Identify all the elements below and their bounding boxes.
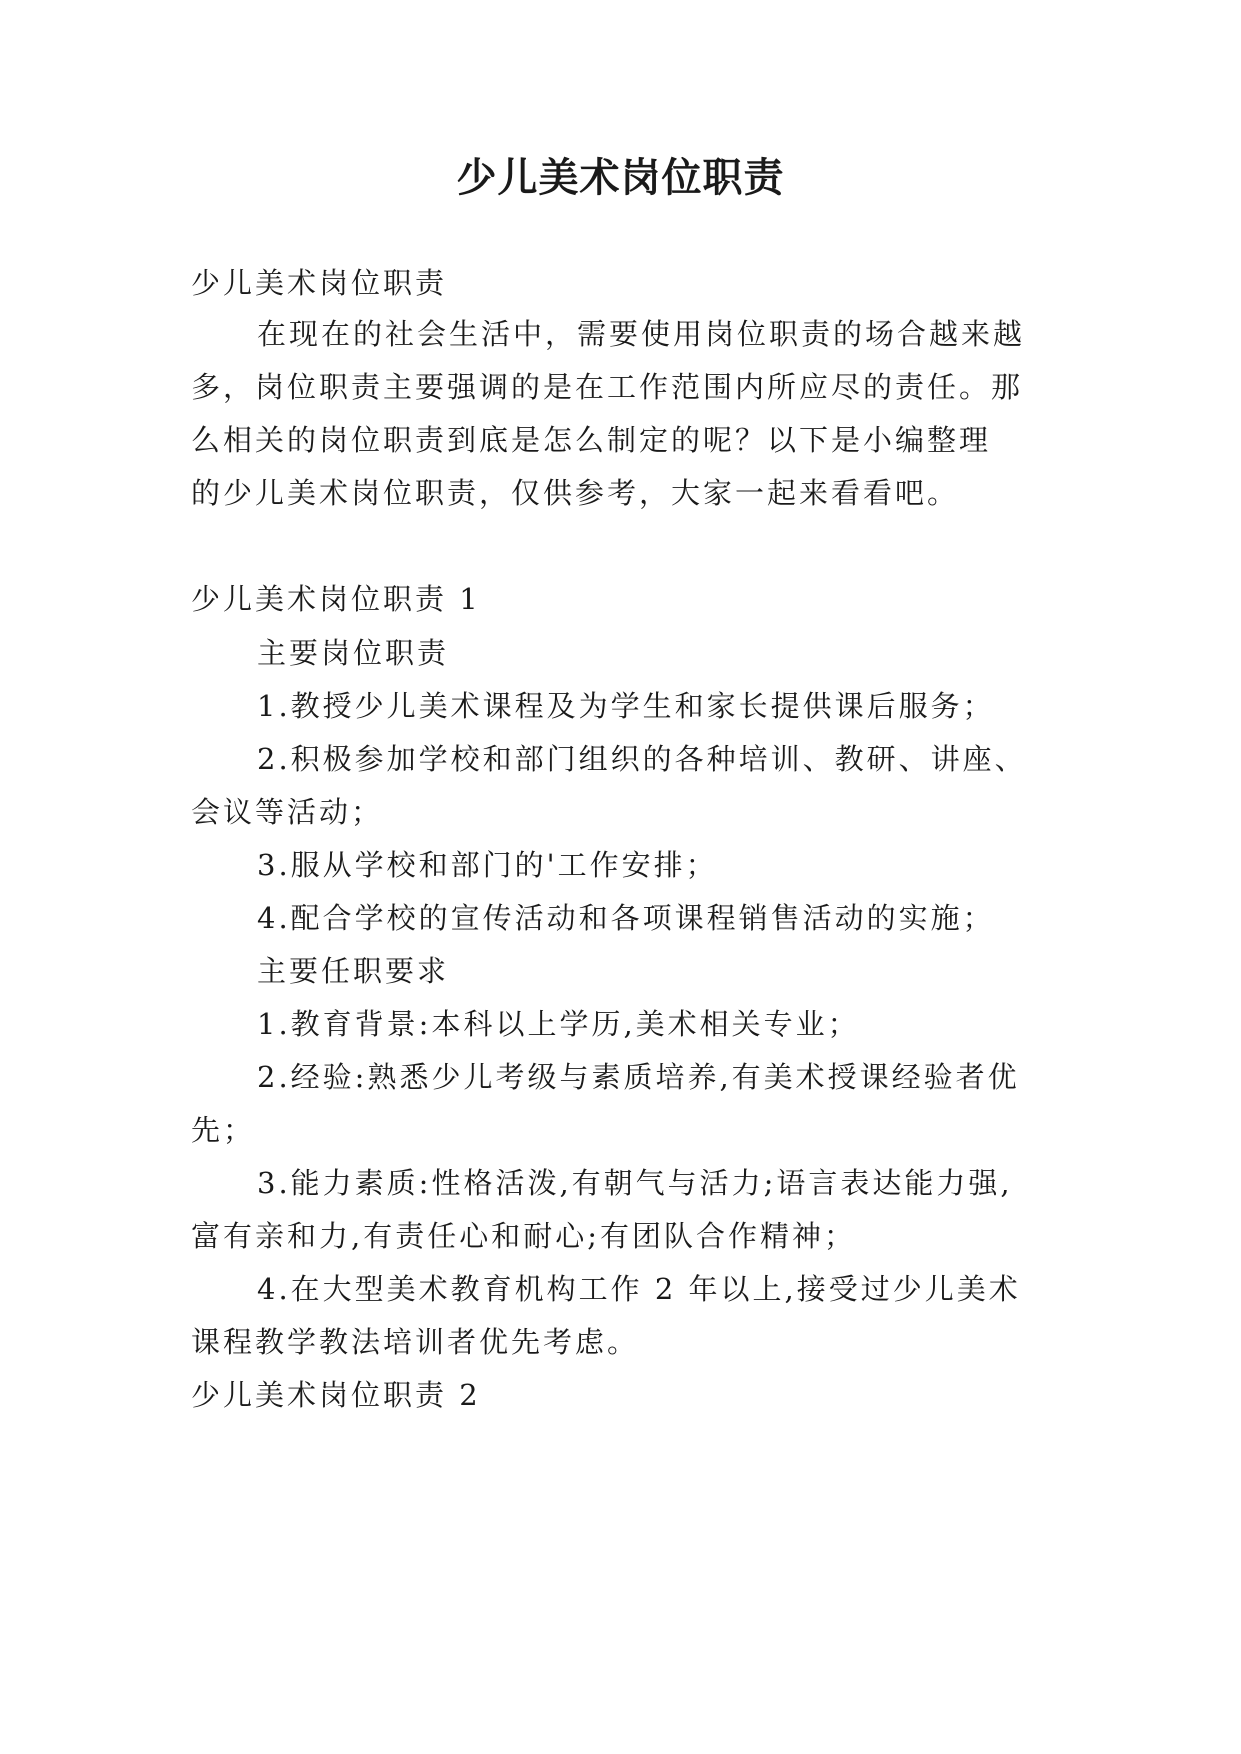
requirement-item-continuation: 富有亲和力,有责任心和耐心;有团队合作精神；	[191, 1219, 856, 1253]
intro-heading: 少儿美术岗位职责	[191, 266, 448, 300]
intro-paragraph-line: 在现在的社会生活中，需要使用岗位职责的场合越来越	[257, 317, 1026, 351]
intro-paragraph-line: 多，岗位职责主要强调的是在工作范围内所应尽的责任。那	[191, 370, 1024, 404]
document-title: 少儿美术岗位职责	[456, 155, 785, 201]
requirements-heading: 主要任职要求	[257, 954, 450, 988]
duty-item-continuation: 会议等活动；	[191, 795, 384, 829]
duties-heading: 主要岗位职责	[257, 636, 450, 670]
requirement-item: 3.能力素质:性格活泼,有朝气与活力;语言表达能力强,	[257, 1166, 1013, 1200]
duty-item: 2.积极参加学校和部门组织的各种培训、教研、讲座、	[257, 742, 1027, 776]
requirement-item-continuation: 课程教学教法培训者优先考虑。	[191, 1325, 640, 1359]
requirement-item-continuation: 先；	[191, 1113, 256, 1147]
duty-item: 1.教授少儿美术课程及为学生和家长提供课后服务；	[257, 689, 995, 723]
section-2-heading: 少儿美术岗位职责 2	[191, 1378, 481, 1412]
duty-item: 4.配合学校的宣传活动和各项课程销售活动的实施；	[257, 901, 995, 935]
requirement-item: 1.教育背景:本科以上学历,美术相关专业；	[257, 1007, 860, 1041]
intro-paragraph-line: 么相关的岗位职责到底是怎么制定的呢？以下是小编整理	[191, 423, 992, 457]
intro-paragraph-line: 的少儿美术岗位职责，仅供参考，大家一起来看看吧。	[191, 476, 960, 510]
requirement-item: 2.经验:熟悉少儿考级与素质培养,有美术授课经验者优	[257, 1060, 1020, 1094]
section-1-heading: 少儿美术岗位职责 1	[191, 582, 481, 616]
duty-item: 3.服从学校和部门的'工作安排；	[257, 848, 718, 882]
requirement-item: 4.在大型美术教育机构工作 2 年以上,接受过少儿美术	[257, 1272, 1021, 1306]
